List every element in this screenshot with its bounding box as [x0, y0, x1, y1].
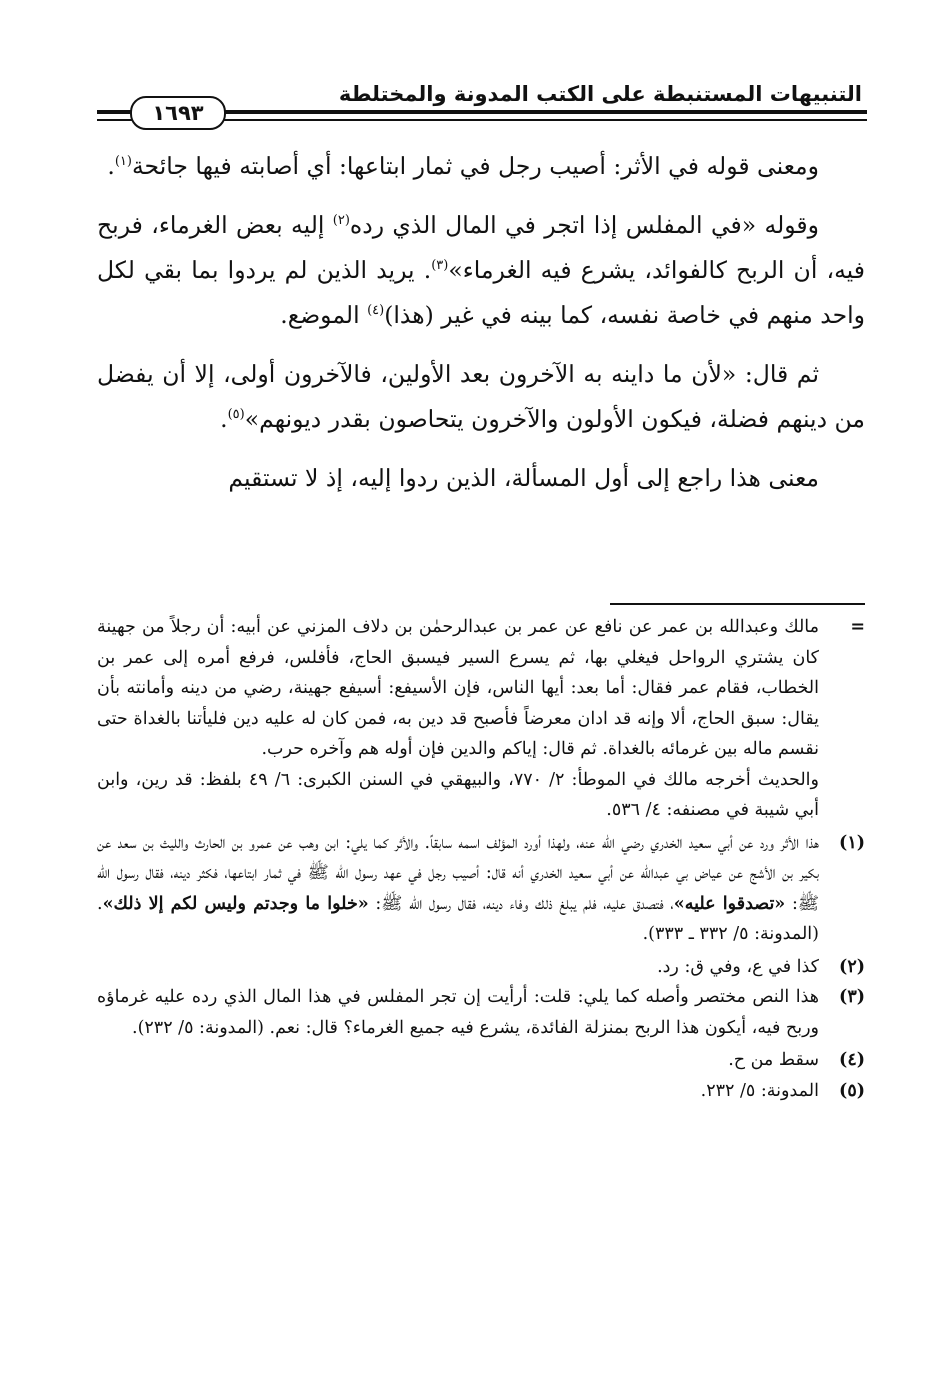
paragraph-2-text-a: وقوله «في المفلس إذا اتجر في المال الذي رده — [349, 211, 819, 239]
paragraph-2 — [97, 203, 865, 338]
paragraph-2-text-d: الموضع. — [280, 301, 368, 329]
footnote-1-quote-2: «خلوا ما وجدتم وليس لكم إلا ذلك» — [102, 893, 369, 914]
footnote-5-text: المدونة: ٥/ ٢٣٢. — [700, 1080, 819, 1101]
footnote-3 — [97, 982, 865, 1043]
footnote-ref-1: (١) — [114, 154, 132, 170]
footnote-marker: = — [850, 617, 865, 637]
footnote-2 — [97, 952, 865, 983]
page-number-badge: ١٦٩٣ — [130, 96, 226, 130]
footnote-ref-4: (٤) — [367, 303, 385, 319]
footnote-3-text: هذا النص مختصر وأصله كما يلي: قلت: أرأيت إن تجر المفلس في هذا المال الذي رده عليه غرماؤه وربح فيه، أيكون هذا الربح بمنزلة الفائدة، يشرع فيه جميع الغرماء؟ قال: نعم. (المدونة: ٥/ ٢٣٢). — [97, 987, 819, 1038]
footnote-marker: (٤) — [839, 1050, 865, 1070]
paragraph-1: ومعنى قوله في الأثر: أصيب رجل في ثمار ابتاعها: أي أصابته فيها جائحة$^{(١)}$. — [107, 152, 819, 180]
footnote-marker: (٢) — [839, 956, 865, 977]
paragraph-3 — [97, 352, 865, 442]
footnote-continuation — [97, 612, 865, 826]
footnote-marker: (٥) — [839, 1080, 865, 1101]
footnote-4-text: سقط من ح. — [728, 1050, 819, 1070]
footnote-1-text-c: . (المدونة: ٥/ ٣٣٢ ـ ٣٣٣). — [97, 893, 819, 944]
footnote-1-text-b: ، فتصدق عليه، فلم يبلغ ذلك وفاء دينه، فقال رسول الله ﷺ: — [368, 893, 674, 914]
footnote-1-text — [97, 828, 819, 950]
main-text — [97, 144, 865, 501]
paragraph-3-text-a: ثم قال: «لأن ما داينه به الآخرون بعد الأولين، فالآخرون أولى، إلا أن يفضل من دينهم فضلة، فيكون الأولون والآخرون يتحاصون بقدر ديونهم» — [97, 360, 865, 433]
footnote-marker: (٣) — [839, 987, 865, 1007]
footnotes — [97, 612, 865, 1106]
paragraph-4: معنى هذا راجع إلى أول المسألة، الذين ردوا إليه، إذ لا تستقيم — [228, 464, 819, 492]
footnote-1 — [97, 828, 865, 950]
footnote-ref-5: (٥) — [227, 407, 245, 423]
paragraph-3-text-b: . — [220, 405, 228, 433]
paragraph-1-text: ومعنى قوله في الأثر: أصيب رجل في ثمار ابتاعها: أي أصابته فيها جائحة — [131, 152, 819, 180]
footnote-marker: (١) — [839, 832, 865, 853]
footnote-ref-2: (٢) — [332, 213, 350, 229]
footnote-5 — [97, 1076, 865, 1107]
footnote-continuation-text-2: والحديث أخرجه مالك في الموطأ: ٢/ ٧٧٠، والبيهقي في السنن الكبرى: ٦/ ٤٩ بلفظ: قد رين، وابن أبي شيبة في مصنفه: ٤/ ٥٣٦. — [97, 769, 819, 820]
footnote-separator — [610, 603, 865, 605]
footnote-2-text: كذا في ع، وفي ق: رد. — [657, 956, 819, 977]
footnote-1-text-a: هذا الأثر ورد عن أبي سعيد الخدري رضي الله عنه، ولهذا أورد المؤلف اسمه سابقاً. والأثر كما يلي: ابن وهب عن عمرو بن الحارث والليث بن سعد عن بكير بن الأشج عن عياض بي عبدالله عن أبي سعيد الخدري أنه قال: أصيب رجل في عهد رسول الله ﷺ في ثمار ابتاعها، فكثر دينه، فقال رسول الله ﷺ: — [97, 832, 819, 914]
footnote-4 — [97, 1045, 865, 1076]
running-header-title: التنبيهات المستنبطة على الكتب المدونة والمختلطة — [338, 82, 862, 106]
paragraph-2-text-c: . يريد الذين لم يردوا بما بقي لكل واحد منهم في خاصة نفسه، كما بينه في غير (هذا) — [97, 256, 865, 329]
footnote-ref-3: (٣) — [431, 258, 449, 274]
paragraph-2-text-b: إليه بعض الغرماء، فربح فيه، أن الربح كالفوائد، يشرع فيه الغرماء» — [97, 211, 866, 284]
footnote-1-quote-1: «تصدقوا عليه» — [673, 893, 786, 914]
footnote-continuation-text-1: مالك وعبدالله بن عمر عن نافع عن عمر بن عبدالرحمٰن بن دلاف المزني عن أبيه: أن رجلاً من جهينة كان يشتري الرواحل فيغلي بها، ثم يسرع السير فيسبق الحاج، فأفلس، فرفع أمره إلى عمر بن الخطاب، فقام عمر فقال: أما بعد: أيها الناس، فإن الأسيفع: أسيفع جهينة، رضي من دينه وأمانته بأن يقال: سبق الحاج، ألا وإنه قد ادان معرضاً فأصبح قد دين به، فمن كان له عليه دين فليأتنا بالغداة حتى نقسم ماله بين غرمائه بالغداة. ثم قال: إياكم والدين فإن أوله هم وآخره حرب. — [97, 617, 819, 759]
